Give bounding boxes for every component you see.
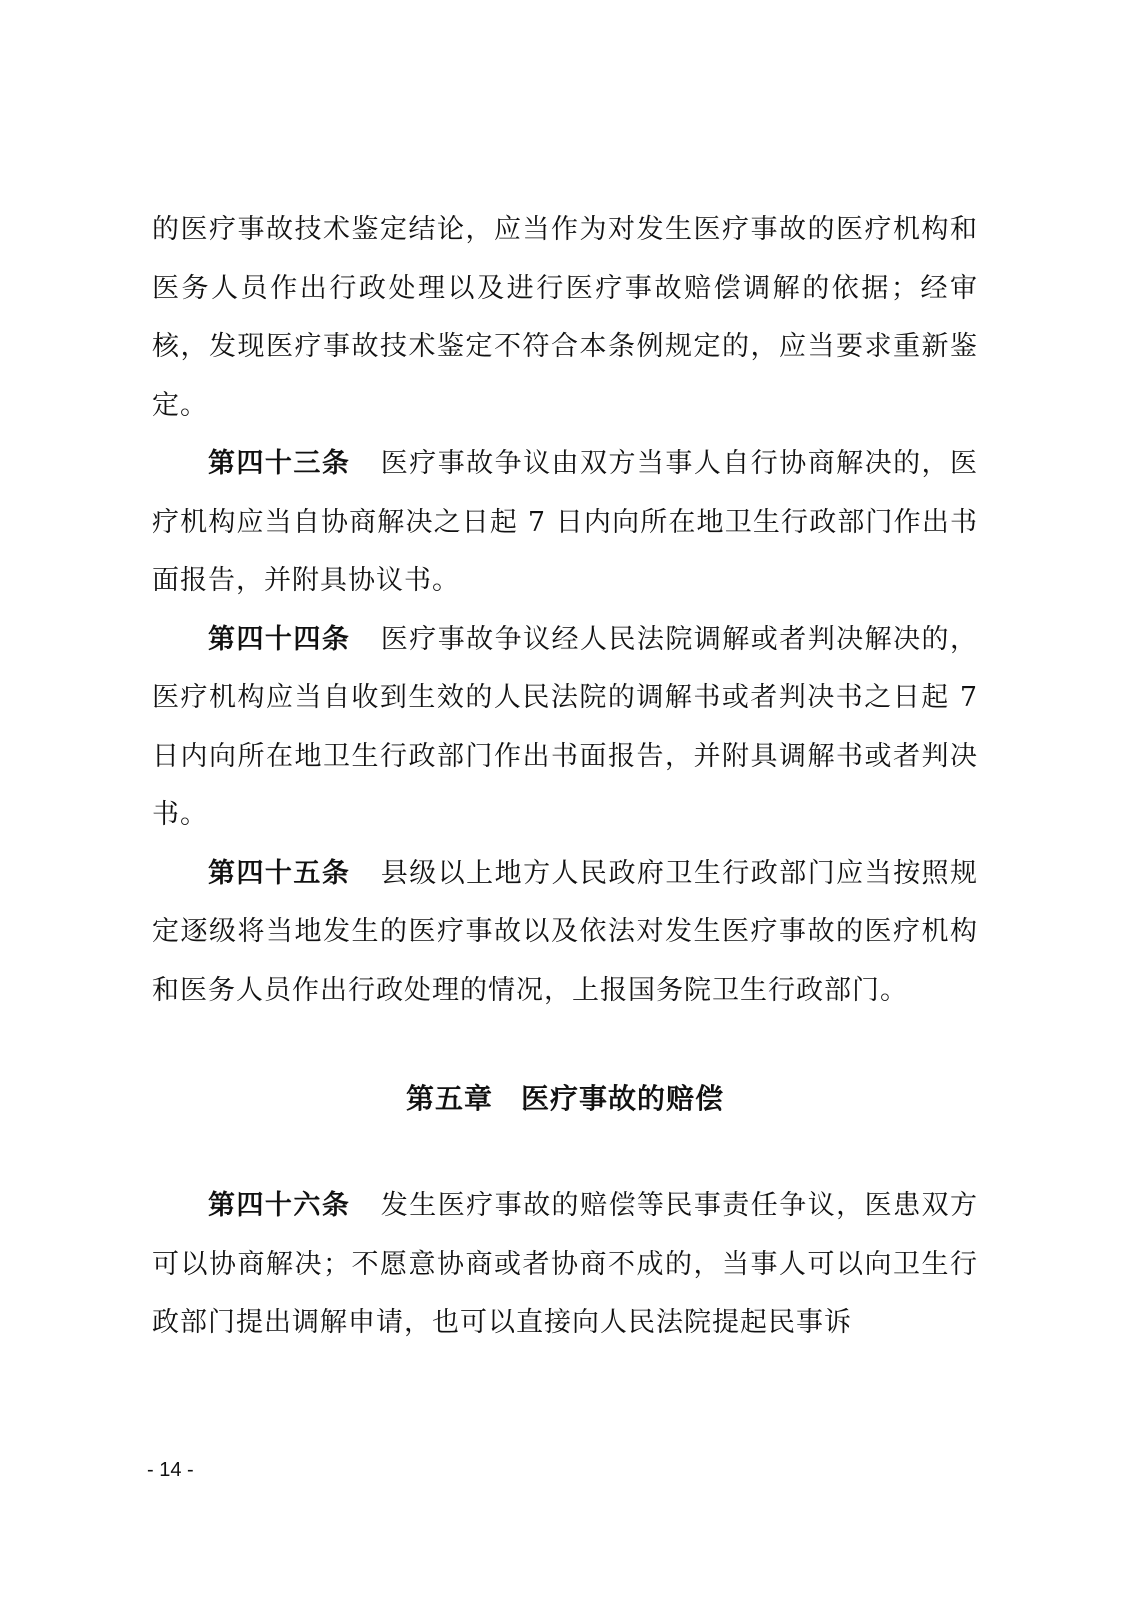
article-46	[152, 1177, 978, 1353]
article-43	[152, 435, 978, 611]
article-number: 第四十五条	[208, 857, 351, 889]
article-number: 第四十六条	[208, 1190, 351, 1221]
article-text: 医疗事故争议经人民法院调解或者判决解决的，医疗机构应当自收到生效的人民法院的调解书或者判决书之日起 7 日内向所在地卫生行政部门作出书面报告，并附具调解书或者判决书。	[152, 623, 979, 830]
article-44	[152, 611, 978, 845]
paragraph-text: 的医疗事故技术鉴定结论，应当作为对发生医疗事故的医疗机构和医务人员作出行政处理以及进行医疗事故赔偿调解的依据；经审核，发现医疗事故技术鉴定不符合本条例规定的，应当要求重新鉴定。	[152, 214, 978, 421]
chapter-heading	[152, 1020, 978, 1177]
article-text: 发生医疗事故的赔偿等民事责任争议，医患双方可以协商解决；不愿意协商或者协商不成的，当事人可以向卫生行政部门提出调解申请，也可以直接向人民法院提起民事诉	[152, 1190, 979, 1338]
article-number: 第四十三条	[208, 448, 351, 479]
page-number: - 14 -	[147, 1459, 194, 1481]
paragraph-continuation	[152, 201, 978, 435]
chapter-title: 医疗事故的赔偿	[521, 1082, 725, 1115]
article-number: 第四十四条	[208, 623, 351, 655]
article-text: 县级以上地方人民政府卫生行政部门应当按照规定逐级将当地发生的医疗事故以及依法对发生医疗事故的医疗机构和医务人员作出行政处理的情况，上报国务院卫生行政部门。	[152, 857, 979, 1006]
article-45	[152, 845, 978, 1021]
article-text: 医疗事故争议由双方当事人自行协商解决的，医疗机构应当自协商解决之日起 7 日内向所在地卫生行政部门作出书面报告，并附具协议书。	[152, 448, 979, 596]
body-text	[152, 201, 978, 1353]
chapter-number: 第五章	[405, 1082, 493, 1115]
